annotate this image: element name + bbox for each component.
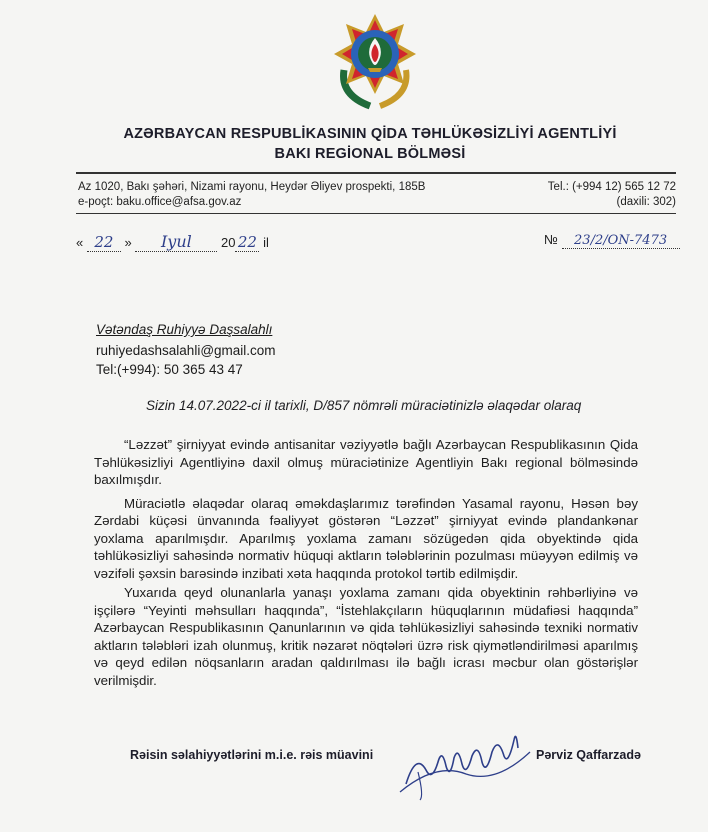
header-divider-bottom (76, 213, 676, 214)
recipient-email: ruhiyedashsalahli@gmail.com (96, 343, 276, 358)
agency-name: AZƏRBAYCAN RESPUBLİKASININ QİDA TƏHLÜKƏSİZLİYİ AGENTLİYİ (123, 126, 617, 142)
handwritten-signature (396, 722, 536, 802)
signatory-position: Rəisin səlahiyyətlərini m.i.e. rəis müavini (130, 748, 374, 762)
reference-line: Sizin 14.07.2022-ci il tarixli, D/857 nömrəli müraciətinizlə əlaqədar olaraq (146, 398, 582, 413)
recipient-name: Vətəndaş Ruhiyyə Daşsalahlı (96, 322, 273, 337)
phone-extension: (daxili: 302) (616, 196, 676, 208)
address-text: Az 1020, Bakı şəhəri, Nizami rayonu, Heydər Əliyev prospekti, 185B (78, 181, 426, 193)
date-year-prefix: 20 (220, 235, 236, 250)
body-paragraph: “Ləzzət” şirniyyat evində antisanitar vəziyyətlə bağlı Azərbaycan Respublikasının Qida Təhlükəsizliyi Agentliyinə daxil olmuş müraciətinize Agentliyin Bakı regional bölməsində baxılmışdır. (94, 437, 638, 487)
header-divider (76, 172, 676, 174)
date-open-quote: « (76, 235, 84, 250)
state-emblem (330, 10, 420, 110)
date-line (76, 232, 269, 252)
letter-number: 23/2/ON-7473 (562, 233, 680, 249)
phone-text: Tel.: (+994 12) 565 12 72 (547, 181, 676, 193)
agency-division: BAKI REGİONAL BÖLMƏSİ (274, 146, 466, 162)
number-label: № (544, 232, 558, 247)
date-year-suffix: 22 (235, 233, 259, 252)
date-month: Iyul (135, 232, 217, 252)
recipient-phone: Tel:(+994): 50 365 43 47 (96, 362, 243, 377)
date-close-quote: » (124, 235, 132, 250)
email-text: e-poçt: baku.office@afsa.gov.az (78, 196, 242, 208)
letter-body (94, 436, 638, 689)
body-paragraph: Müraciətlə əlaqədar olaraq əməkdaşlarımız tərəfindən Yasamal rayonu, Həsən bəy Zərdabi küçəsi ünvanında fəaliyyət göstərən “Ləzzət” şirniyyat evində plandankənar yoxlama aparılmışdır. Aparılmış yoxlama zamanı sözügedən qida obyektində qida təhlükəsizliyi sahəsində normativ hüquqi aktların tələblərinin pozulması müəyyən edilmiş və vəzifəli şəxsin barəsində inzibati xəta haqqında protokol tərtib edilmişdir. (94, 495, 638, 581)
date-day: 22 (87, 233, 121, 252)
number-line (544, 232, 680, 249)
signatory-name: Pərviz Qaffarzadə (536, 748, 641, 762)
body-paragraph: Yuxarıda qeyd olunanlarla yanaşı yoxlama zamanı qida obyektinin rəhbərliyinə və işçilərə “Yeyinti məhsulları haqqında”, “İstehlakçıların hüquqlarının müdafiəsi haqqında” Azərbaycan Respublikasının Qanunlarının və qida təhlükəsizliyi sahəsində texniki normativ aktların tələbləri izah olunmuş, kritik nəzarət nöqtələri üzrə risk qiymətləndirilməsi aparılmış və qeyd edilən nöqsanların aradan qaldırılması ilə bağlı icrası məcbur olan göstərişlər verilmişdir. (94, 585, 638, 688)
date-year-label: il (263, 235, 269, 250)
